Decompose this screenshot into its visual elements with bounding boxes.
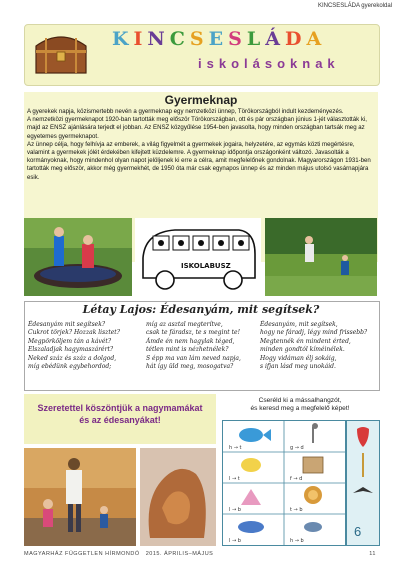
playground-photo	[24, 218, 132, 296]
poem-line: hogy ne fáradj, légy mind frissebb?	[260, 329, 368, 337]
puzzle-side-panel	[346, 420, 380, 546]
puzzle-cell-letters: l → b	[229, 538, 241, 544]
poem-line: s ifjan lásd meg unokáid.	[260, 363, 336, 371]
poem-line: tétlen mint is nézhetnélek?	[146, 346, 229, 354]
section-label: KINCSESLÁDA gyerekoldal	[317, 3, 392, 9]
brand-letter: C	[169, 28, 190, 50]
puzzle-cell-letters: f → d	[290, 476, 303, 482]
poem-stanza	[146, 321, 258, 371]
brand-letter: S	[189, 28, 209, 50]
poem-line: hát így üld meg, mosogatva?	[146, 363, 234, 371]
poem-line: Neked száz és száz a dolgod,	[28, 354, 117, 362]
puzzle-instructions	[222, 397, 378, 413]
brand-title	[112, 28, 326, 50]
article-body	[27, 108, 375, 182]
poem-line: minden gondtól kíméinélek.	[260, 346, 345, 354]
poem-line: míg ebédünk egybehordod;	[28, 363, 112, 371]
side-icons	[347, 421, 379, 545]
brand-letter: Á	[265, 28, 285, 50]
puzzle-instruction-line: Cseréld ki a mássalhangzót,	[258, 397, 342, 404]
poem-line: Elszaladjak hagymaszárért?	[28, 346, 114, 354]
poem-line: csak te fáradsz, te s megint te!	[146, 329, 240, 337]
brand-letter: N	[147, 28, 170, 50]
swallow-icon	[353, 487, 373, 493]
poem-line: Édesanyám, mit segítsek,	[260, 321, 338, 328]
poem-line: Megpörköljem tán a kávét?	[28, 337, 112, 345]
greeting-line: és az édesanyákat!	[79, 415, 161, 425]
box-icon	[303, 457, 323, 473]
greeting-line: Szeretettel köszöntjük a nagymamákat	[37, 403, 203, 413]
poem-stanza	[260, 321, 378, 371]
hands-sculpture-photo	[140, 448, 216, 546]
bus-label: ISKOLABUSZ	[181, 262, 231, 270]
brand-letter: K	[112, 28, 134, 50]
article-paragraph: Az ünnep célja, hogy felhívja az emberek, a világ figyelmét a gyermekek jogaira, helyzetére, az egymás közti megértésre, valamint a gyermekek jólét érdekében kifejtett küzdelemre. A gyermeknap időpontja országonként változó. Javasolták a kormányoknak, hogy mindenhol olyan napot jelöljenek ki erre a célra, amit megfelelőnek gondolnak. Magyarországon 1931-ben tartották meg először, akkor még gyermekhét, de 1950 óta már csak egynapos ünnep és az minden május utolsó vasárnapjára esik.	[27, 140, 371, 181]
brand-letter: I	[133, 28, 148, 50]
brand-letter: D	[284, 28, 307, 50]
puzzle-cell-letters: l → b	[229, 507, 241, 513]
poem-line: Ámde én nem hagylak téged,	[146, 337, 235, 345]
children-outdoor-photo	[265, 218, 377, 296]
school-bus-drawing	[135, 218, 261, 296]
lion-icon	[304, 486, 322, 504]
poem-stanza	[28, 321, 143, 371]
bird-icon	[304, 522, 322, 532]
whale-icon	[238, 521, 264, 533]
issue-date: 2015. ÁPRILIS–MÁJUS	[145, 551, 214, 557]
poem-line: Hogy vidáman élj sokáig,	[260, 354, 337, 362]
poem-line: Édesanyám mit segítsek?	[28, 321, 106, 328]
lemon-icon	[241, 458, 261, 472]
strawberry-icon	[357, 427, 369, 447]
puzzle-cell-letters: g → d	[290, 445, 304, 451]
poem-title: Létay Lajos: Édesanyám, mit segítsek?	[82, 303, 320, 316]
article-title: Gyermeknap	[164, 93, 238, 107]
puzzle-instruction-line: és keresd meg a megfelelő képet!	[250, 405, 350, 412]
poem-line: Megtennék én mindent érted,	[260, 337, 351, 345]
puzzle-cell-letters: t → b	[290, 507, 303, 513]
footer	[24, 551, 378, 557]
puzzle-cell-letters: h → t	[229, 445, 242, 451]
puzzle-number: 6	[354, 524, 362, 539]
poem-line: míg az asztal megterítve,	[146, 321, 223, 328]
fish-icon	[239, 428, 271, 442]
brand-letter: L	[246, 28, 266, 50]
article-paragraph: A gyerekek napja, közismertebb nevén a gyermeknap egy nemzetközi ünnep, Törökországból indult kezdeményezés.	[27, 108, 344, 115]
fan-icon	[241, 489, 261, 505]
page-number: 11	[369, 551, 376, 557]
tagline: iskolásoknak	[198, 56, 340, 71]
article-paragraph: A nemzetközi gyermeknapot 1920-ban tartották meg először Törökországban, ott és pár országban június 1-jét választották ki, majd az ENSZ ajánlására terjedt el jobban. Az ENSZ közgyűlése 1954-ben javasolta, hogy minden országban tartsák meg az egyetemes gyermeknapot.	[27, 116, 367, 140]
mother-and-children-photo	[24, 448, 136, 546]
heron-icon	[312, 423, 318, 443]
brand-letter: S	[228, 28, 247, 50]
puzzle-grid	[222, 420, 346, 546]
puzzle-cell-letters: h → b	[290, 538, 304, 544]
brand-letter: A	[306, 28, 327, 50]
poem-line: S épp ma van lám neved napja,	[146, 354, 241, 362]
treasure-chest-icon	[30, 28, 92, 76]
publication-name: MAGYARHÁZ FÜGGETLEN HÍRMONDÓ	[24, 551, 140, 557]
greeting-text	[24, 402, 216, 426]
poem-line: Cukrot törjek? Hozzak lisztet?	[28, 329, 120, 337]
brand-letter: E	[208, 28, 229, 50]
puzzle-cell-letters: l → t	[229, 476, 240, 482]
